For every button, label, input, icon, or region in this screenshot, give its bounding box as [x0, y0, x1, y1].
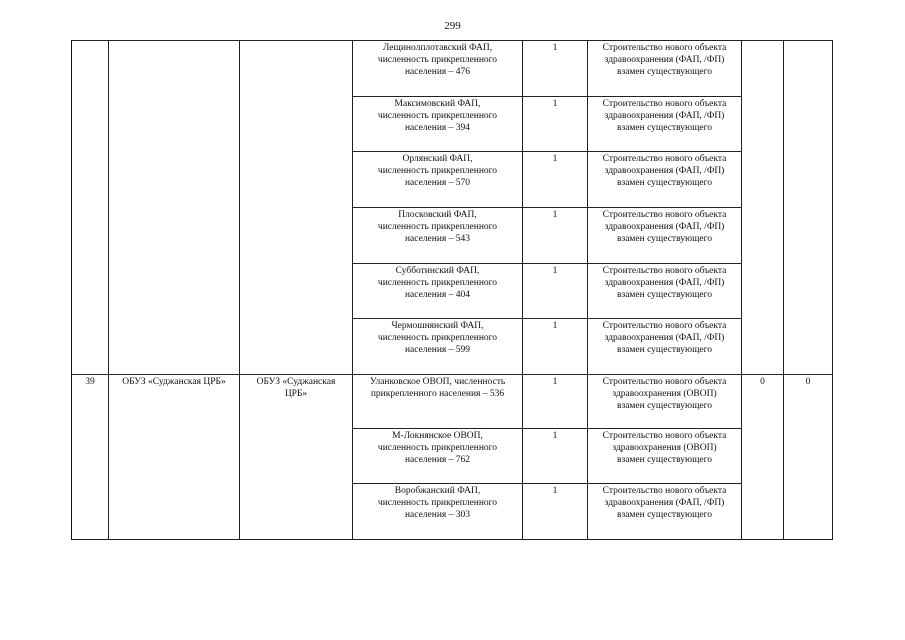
- cell-facility-name: Субботинский ФАП, численность прикрепленного населения – 404: [353, 263, 523, 319]
- cell-action: Строительство нового объекта здравоохранения (ФАП, /ФП) взамен существующего: [588, 41, 742, 97]
- cell-facility-name: Орлянский ФАП, численность прикрепленного населения – 570: [353, 152, 523, 208]
- cell-action: Строительство нового объекта здравоохранения (ФАП, /ФП) взамен существующего: [588, 319, 742, 375]
- table-row: [72, 41, 833, 97]
- cell-action: Строительство нового объекта здравоохранения (ОВОП) взамен существующего: [588, 428, 742, 484]
- cell-facility-name: Уланковское ОВОП, численность прикрепленного населения – 536: [353, 374, 523, 428]
- cell-quantity: 1: [523, 96, 588, 152]
- cell-action: Строительство нового объекта здравоохранения (ФАП, /ФП) взамен существующего: [588, 263, 742, 319]
- cell-action: Строительство нового объекта здравоохранения (ФАП, /ФП) взамен существующего: [588, 96, 742, 152]
- cell-action: Строительство нового объекта здравоохранения (ОВОП) взамен существующего: [588, 374, 742, 428]
- cell-organization: ОБУЗ «Суджанская ЦРБ»: [109, 374, 240, 539]
- table-row: [72, 374, 833, 428]
- cell-facility-name: Воробжанский ФАП, численность прикрепленного населения – 303: [353, 484, 523, 540]
- cell-facility-name: Лещинолплотавский ФАП, численность прикрепленного населения – 476: [353, 41, 523, 97]
- page-number: 299: [444, 20, 461, 32]
- cell-quantity: 1: [523, 484, 588, 540]
- cell-action: Строительство нового объекта здравоохранения (ФАП, /ФП) взамен существующего: [588, 207, 742, 263]
- cell-organization2-continued: [240, 41, 353, 375]
- cell-quantity: 1: [523, 41, 588, 97]
- cell-facility-name: Чермошнянский ФАП, численность прикрепленного населения – 599: [353, 319, 523, 375]
- cell-facility-name: М-Локнянское ОВОП, численность прикрепленного населения – 762: [353, 428, 523, 484]
- cell-action: Строительство нового объекта здравоохранения (ФАП, /ФП) взамен существующего: [588, 152, 742, 208]
- cell-col8: 0: [784, 374, 833, 539]
- cell-quantity: 1: [523, 319, 588, 375]
- cell-col8-continued: [784, 41, 833, 375]
- cell-organization-continued: [109, 41, 240, 375]
- cell-facility-name: Максимовский ФАП, численность прикрепленного населения – 394: [353, 96, 523, 152]
- cell-col7-continued: [742, 41, 784, 375]
- facilities-table: [71, 40, 833, 540]
- cell-quantity: 1: [523, 263, 588, 319]
- cell-row-number: 39: [72, 374, 109, 539]
- cell-quantity: 1: [523, 428, 588, 484]
- cell-organization-2: ОБУЗ «Суджанская ЦРБ»: [240, 374, 353, 539]
- cell-quantity: 1: [523, 374, 588, 428]
- cell-col7: 0: [742, 374, 784, 539]
- cell-action: Строительство нового объекта здравоохранения (ФАП, /ФП) взамен существующего: [588, 484, 742, 540]
- cell-quantity: 1: [523, 152, 588, 208]
- cell-number-continued: [72, 41, 109, 375]
- cell-facility-name: Плосковский ФАП, численность прикрепленного населения – 543: [353, 207, 523, 263]
- cell-quantity: 1: [523, 207, 588, 263]
